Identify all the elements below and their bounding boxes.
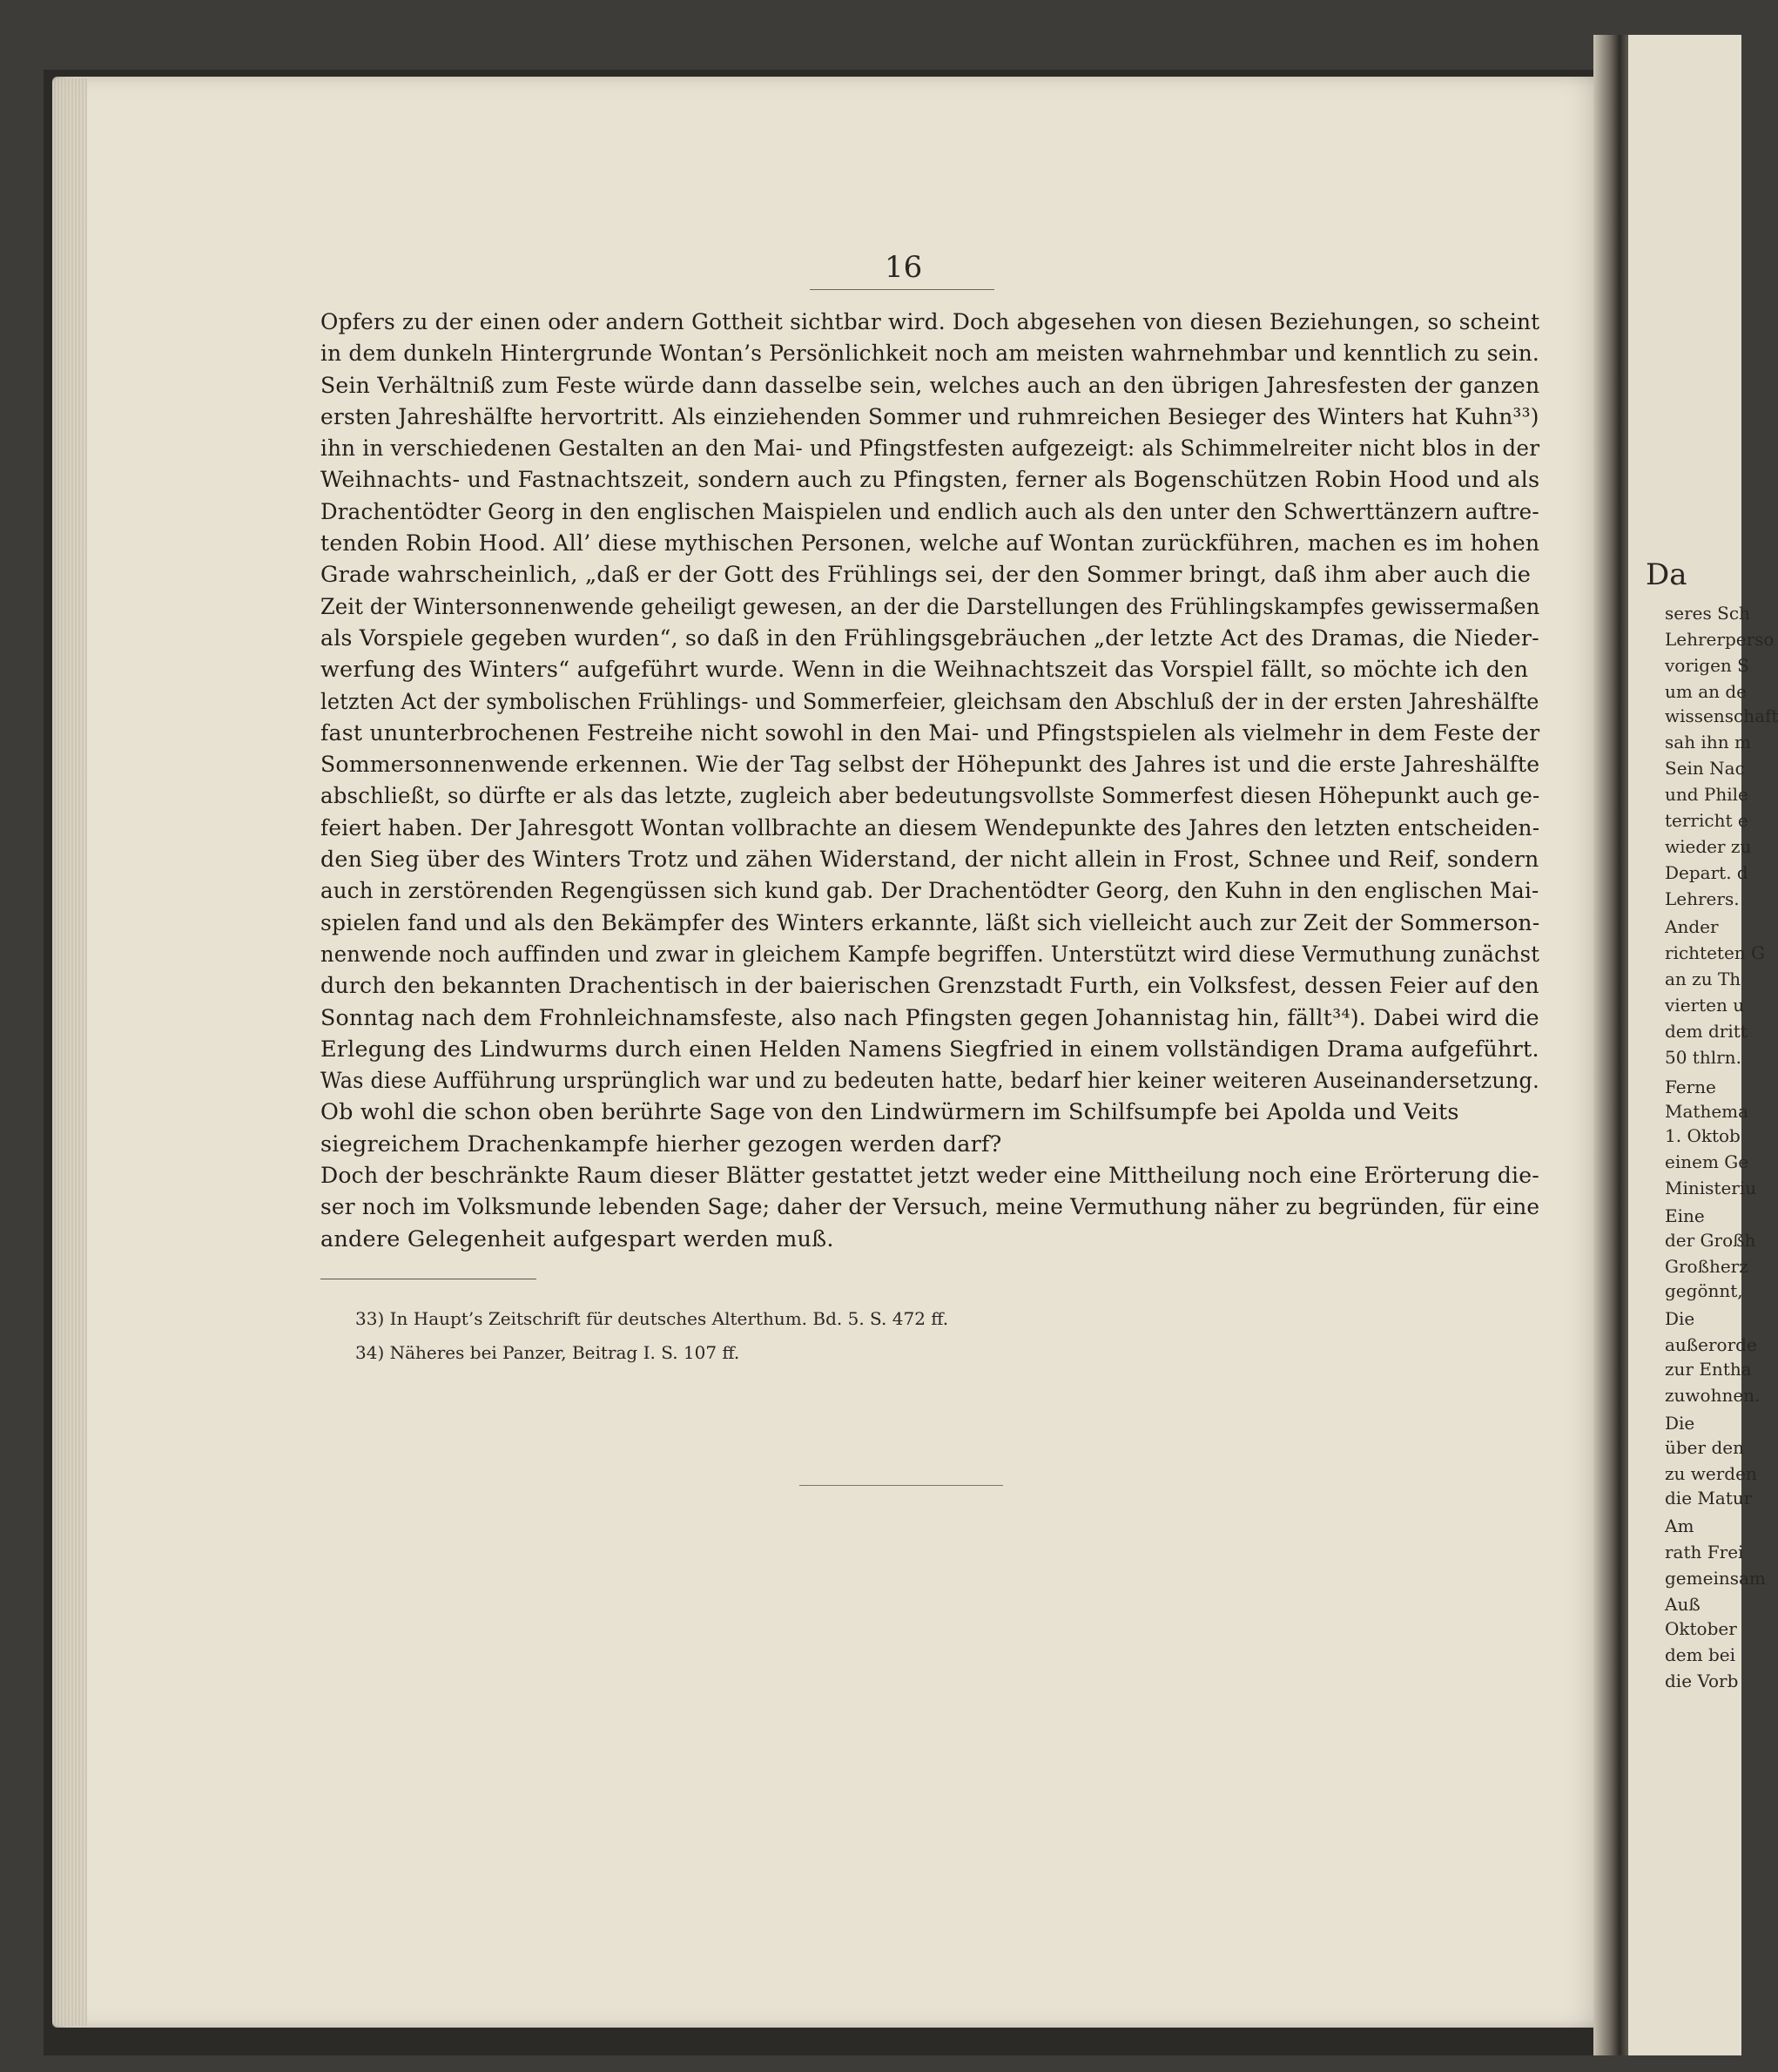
text-line: Zeit der Wintersonnenwende geheiligt gewesen, an der die Darstellungen des Frühlingskampfes gewissermaßen bbox=[320, 593, 1540, 620]
right-page-line: zur Entha bbox=[1665, 1359, 1752, 1380]
text-line: Grade wahrscheinlich, „daß er der Gott des Frühlings sei, der den Sommer bringt, daß ihm aber auch die bbox=[320, 562, 1531, 589]
text-line: tenden Robin Hood. All’ diese mythischen Personen, welche auf Wontan zurückführen, machen es im hohen bbox=[320, 530, 1540, 557]
text-line: fast ununterbrochenen Festreihe nicht sowohl in den Mai- und Pfingstspielen als vielmehr in dem Feste der bbox=[320, 719, 1540, 746]
right-page-line: Die bbox=[1665, 1413, 1695, 1434]
text-line: durch den bekannten Drachentisch in der baierischen Grenzstadt Furth, ein Volksfest, dessen Feier auf den bbox=[320, 973, 1539, 1000]
text-line: Opfers zu der einen oder andern Gottheit sichtbar wird. Doch abgesehen von diesen Beziehungen, so scheint bbox=[320, 309, 1540, 335]
right-page-line: Ministeriu bbox=[1665, 1178, 1757, 1198]
right-page-line: außerorde bbox=[1665, 1334, 1757, 1355]
text-line: nenwende noch auffinden und zwar in gleichem Kampfe begriffen. Unterstützt wird diese Vermuthung zunächst bbox=[320, 941, 1540, 968]
right-page-fragment bbox=[1628, 35, 1778, 2055]
right-page-line: Eine bbox=[1665, 1205, 1705, 1226]
text-line: Sonntag nach dem Frohnleichnamsfeste, also nach Pfingsten gegen Johannistag hin, fällt³⁴). Dabei wird die bbox=[320, 1004, 1539, 1031]
text-line: siegreichem Drachenkampfe hierher gezogen werden darf? bbox=[320, 1130, 1002, 1157]
right-page-line: und Phile bbox=[1665, 784, 1748, 805]
right-page-line: 50 thlrn. bbox=[1665, 1047, 1741, 1068]
right-page-line: Die bbox=[1665, 1308, 1695, 1329]
text-line: Was diese Aufführung ursprünglich war und zu bedeuten hatte, bedarf hier keiner weiteren Auseinandersetzung. bbox=[320, 1068, 1539, 1095]
right-page-line: Lehrerperso bbox=[1665, 629, 1775, 650]
text-line: Ob wohl die schon oben berührte Sage von den Lindwürmern im Schilfsumpfe bei Apolda und Veits bbox=[320, 1099, 1459, 1126]
text-line: den Sieg über des Winters Trotz und zähen Widerstand, der nicht allein in Frost, Schnee und Reif, sondern bbox=[320, 847, 1539, 874]
text-line: Erlegung des Lindwurms durch einen Helden Namens Siegfried in einem vollständigen Drama aufgeführt. bbox=[320, 1036, 1539, 1063]
right-page-line: der Großh bbox=[1665, 1230, 1756, 1251]
text-line: in dem dunkeln Hintergrunde Wontan’s Persönlichkeit noch am meisten wahrnehmbar und kenntlich zu sein. bbox=[320, 341, 1540, 368]
right-page-line: Großherz bbox=[1665, 1256, 1748, 1277]
right-page-line: um an de bbox=[1665, 681, 1748, 702]
text-line: werfung des Winters“ aufgeführt wurde. Wenn in die Weihnachtszeit das Vorspiel fällt, so möchte ich den bbox=[320, 657, 1529, 684]
right-page-line: die Matur bbox=[1665, 1488, 1753, 1508]
text-line: Sein Verhältniß zum Feste würde dann dasselbe sein, welches auch an den übrigen Jahresfesten der ganzen bbox=[320, 372, 1540, 399]
end-rule bbox=[799, 1485, 1003, 1486]
right-page-line: wieder zu bbox=[1665, 836, 1752, 857]
footnote-34: 34) Näheres bei Panzer, Beitrag I. S. 107 ff. bbox=[355, 1342, 740, 1363]
text-line: Sommersonnenwende erkennen. Wie der Tag selbst der Höhepunkt des Jahres ist und die erste Jahreshälfte bbox=[320, 752, 1540, 779]
right-page-line: Oktober bbox=[1665, 1618, 1737, 1639]
right-page-line: 1. Oktob bbox=[1665, 1125, 1741, 1146]
page-number-rule bbox=[810, 289, 994, 290]
right-page-line: einem Ge bbox=[1665, 1151, 1749, 1172]
right-page-line: rath Frei bbox=[1665, 1542, 1744, 1562]
right-page-line: seres Sch bbox=[1665, 603, 1750, 624]
text-line: feiert haben. Der Jahresgott Wontan vollbrachte an diesem Wendepunkte des Jahres den letzten entscheiden- bbox=[320, 814, 1540, 841]
text-line: auch in zerstörenden Regengüssen sich kund gab. Der Drachentödter Georg, den Kuhn in den englischen Mai- bbox=[320, 878, 1539, 905]
right-page-line: gemeinsam bbox=[1665, 1568, 1766, 1589]
text-line: ser noch im Volksmunde lebenden Sage; daher der Versuch, meine Vermuthung näher zu begründen, für eine bbox=[320, 1194, 1540, 1221]
right-page-line: zuwohnen. bbox=[1665, 1385, 1761, 1406]
right-page-line: Mathema bbox=[1665, 1101, 1749, 1122]
right-page-line: richteten G bbox=[1665, 942, 1765, 963]
page-number: 16 bbox=[885, 250, 923, 285]
right-page-line: Ander bbox=[1665, 916, 1719, 937]
right-page-line: Lehrers. bbox=[1665, 888, 1740, 909]
right-page-line: über den bbox=[1665, 1437, 1744, 1458]
right-page-line: die Vorb bbox=[1665, 1670, 1739, 1691]
text-line: letzten Act der symbolischen Frühlings- und Sommerfeier, gleichsam den Abschluß der in der ersten Jahreshälfte bbox=[320, 688, 1539, 715]
footnote-33: 33) In Haupt’s Zeitschrift für deutsches Alterthum. Bd. 5. S. 472 ff. bbox=[355, 1308, 949, 1329]
text-line: abschließt, so dürfte er als das letzte, zugleich aber bedeutungsvollste Sommerfest diesen Höhepunkt auch ge- bbox=[320, 783, 1540, 810]
right-page-line: sah ihn m bbox=[1665, 732, 1751, 753]
right-page-line: wissenschaft bbox=[1665, 705, 1778, 726]
body-text bbox=[320, 307, 1539, 1255]
right-page-line: Da bbox=[1646, 557, 1687, 592]
right-page-line: zu werden bbox=[1665, 1463, 1757, 1484]
right-page-line: terricht e bbox=[1665, 810, 1748, 831]
right-page-line: Auß bbox=[1665, 1594, 1701, 1615]
text-line: Doch der beschränkte Raum dieser Blätter gestattet jetzt weder eine Mittheilung noch eine Erörterung die- bbox=[320, 1163, 1539, 1190]
text-line: ersten Jahreshälfte hervortritt. Als einziehenden Sommer und ruhmreichen Besieger des Winters hat Kuhn³³) bbox=[320, 403, 1539, 430]
text-line: als Vorspiele gegeben wurden“, so daß in den Frühlingsgebräuchen „der letzte Act des Dramas, die Nieder- bbox=[320, 624, 1539, 651]
text-line: Drachentödter Georg in den englischen Maispielen und endlich auch als den unter den Schwerttänzern auftre- bbox=[320, 498, 1539, 525]
text-line: Weihnachts- und Fastnachtszeit, sondern auch zu Pfingsten, ferner als Bogenschützen Robin Hood und als bbox=[320, 467, 1540, 494]
right-page-line: Depart. d bbox=[1665, 862, 1748, 883]
right-page-line: gegönnt, bbox=[1665, 1280, 1743, 1301]
text-line: andere Gelegenheit aufgespart werden muß. bbox=[320, 1225, 834, 1252]
right-page-line: Sein Nac bbox=[1665, 758, 1745, 779]
right-page-line: dem dritt bbox=[1665, 1021, 1748, 1042]
text-line: spielen fand und als den Bekämpfer des Winters erkannte, läßt sich vielleicht auch zur Zeit der Sommerson- bbox=[320, 909, 1540, 936]
right-page-line: dem bei bbox=[1665, 1644, 1735, 1665]
right-page-line: vorigen S bbox=[1665, 655, 1749, 676]
right-page-line: Am bbox=[1665, 1515, 1694, 1536]
right-page-line: an zu Th bbox=[1665, 969, 1741, 989]
right-page-line: Ferne bbox=[1665, 1076, 1716, 1097]
right-page-line: vierten u bbox=[1665, 995, 1745, 1016]
page-edges bbox=[52, 78, 87, 2026]
text-line: ihn in verschiedenen Gestalten an den Mai- und Pfingstfesten aufgezeigt: als Schimmelreiter nicht blos in der bbox=[320, 435, 1540, 462]
